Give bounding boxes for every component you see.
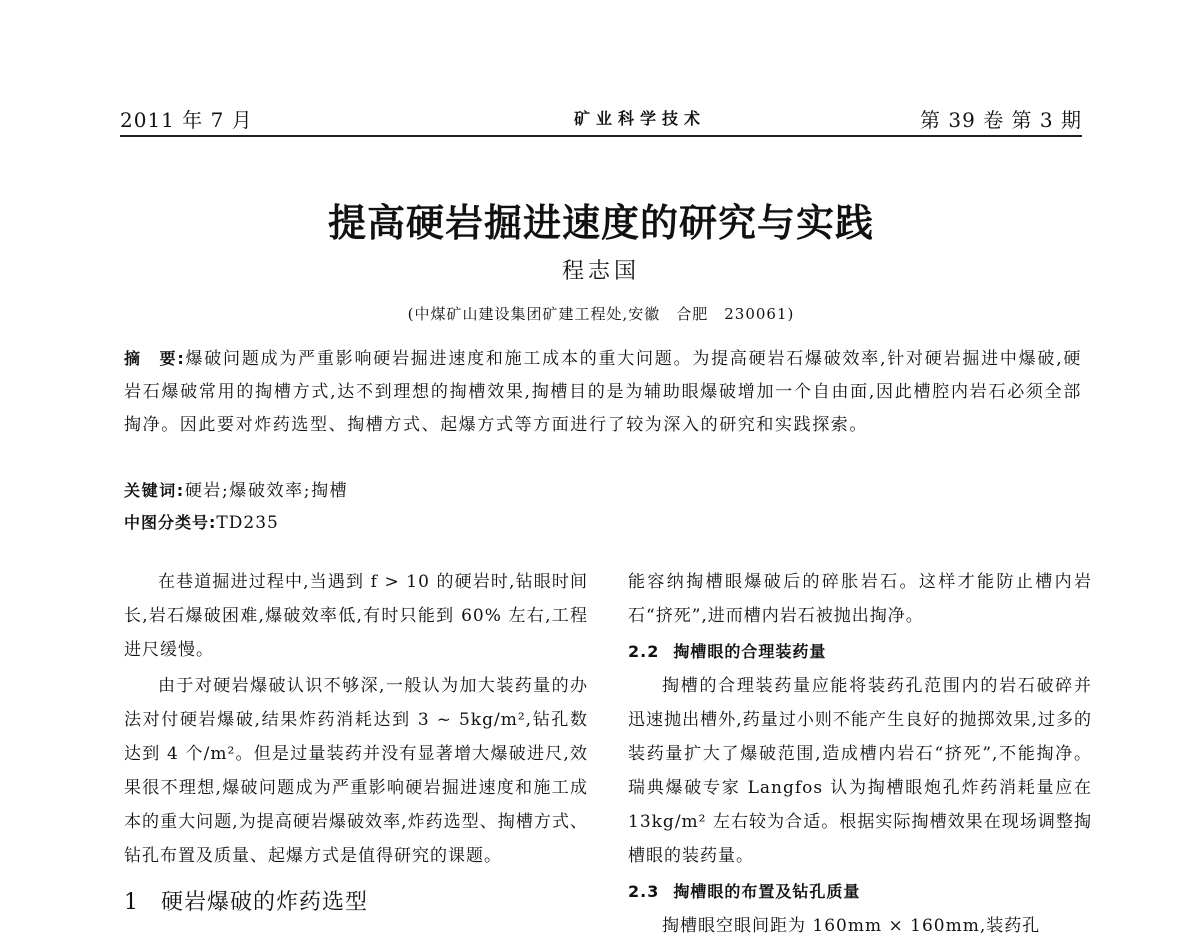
- abstract: [124, 342, 1082, 442]
- header-issue: 第 39 卷 第 3 期: [920, 108, 1082, 132]
- abstract-text: 爆破问题成为严重影响硬岩掘进速度和施工成本的重大问题。为提高硬岩石爆破效率,针对硬岩掘进中爆破,硬岩石爆破常用的掏槽方式,达不到理想的掏槽效果,掏槽目的是为辅助眼爆破增加一个自由面,因此槽腔内岩石必须全部掏净。因此要对炸药选型、掏槽方式、起爆方式等方面进行了较为深入的研究和实践探索。: [124, 349, 1082, 435]
- paper-title: 提高硬岩掘进速度的研究与实践: [327, 200, 874, 245]
- body-column-right: [628, 565, 1092, 945]
- header-journal-name: 矿业科学技术: [573, 109, 706, 128]
- author-affiliation: (中煤矿山建设集团矿建工程处,安徽 合肥 230061): [407, 305, 795, 323]
- paragraph: 由于对硬岩爆破认识不够深,一般认为加大装药量的办法对付硬岩爆破,结果炸药消耗达到 3 ~ 5kg/m²,钻孔数达到 4 个/m²。但是过量装药并没有显著增大爆破进尺,效果很不理想,爆破问题成为严重影响硬岩掘进速度和施工成本的重大问题,为提高硬岩爆破效率,炸药选型、掏槽方式、钻孔布置及质量、起爆方式是值得研究的课题。: [124, 676, 588, 866]
- classification-number: [124, 510, 1082, 533]
- subsection-title: 掏槽眼的合理装药量: [673, 642, 827, 661]
- keywords-text: 硬岩;爆破效率;掏槽: [184, 481, 349, 501]
- clc-label: 中图分类号:: [124, 513, 217, 532]
- paper-author: 程志国: [561, 259, 640, 284]
- body-column-left: [124, 565, 588, 923]
- paragraph: 在巷道掘进过程中,当遇到 f > 10 的硬岩时,钻眼时间长,岩石爆破困难,爆破效率低,有时只能到 60% 左右,工程进尺缓慢。: [124, 572, 588, 660]
- abstract-label: 摘 要:: [124, 349, 186, 368]
- keywords-label: 关键词:: [124, 481, 185, 500]
- subsection-number: 2.2: [628, 642, 660, 661]
- paragraph: 掏槽眼空眼间距为 160mm × 160mm,装药孔: [662, 916, 1041, 936]
- subsection-heading-2-2: [628, 635, 1092, 669]
- running-header: [120, 100, 1082, 134]
- subsection-heading-2-3: [628, 875, 1092, 909]
- section-heading-1: [124, 883, 588, 923]
- subsection-title: 掏槽眼的布置及钻孔质量: [673, 882, 861, 901]
- keywords: [124, 476, 1082, 501]
- header-date: 2011 年 7 月: [120, 108, 253, 132]
- clc-text: TD235: [216, 513, 279, 533]
- section-title: 硬岩爆破的炸药选型: [161, 890, 369, 915]
- subsection-number: 2.3: [628, 882, 660, 901]
- section-number: 1: [124, 890, 139, 915]
- header-rule: [120, 135, 1082, 137]
- paragraph: 能容纳掏槽眼爆破后的碎胀岩石。这样才能防止槽内岩石“挤死”,进而槽内岩石被抛出掏净。: [628, 572, 1092, 626]
- paragraph: 掏槽的合理装药量应能将装药孔范围内的岩石破碎并迅速抛出槽外,药量过小则不能产生良好的抛掷效果,过多的装药量扩大了爆破范围,造成槽内岩石“挤死”,不能掏净。瑞典爆破专家 Langfos 认为掏槽眼炮孔炸药消耗量应在 13kg/m² 左右较为合适。根据实际掏槽效果在现场调整掏槽眼的装药量。: [628, 676, 1092, 866]
